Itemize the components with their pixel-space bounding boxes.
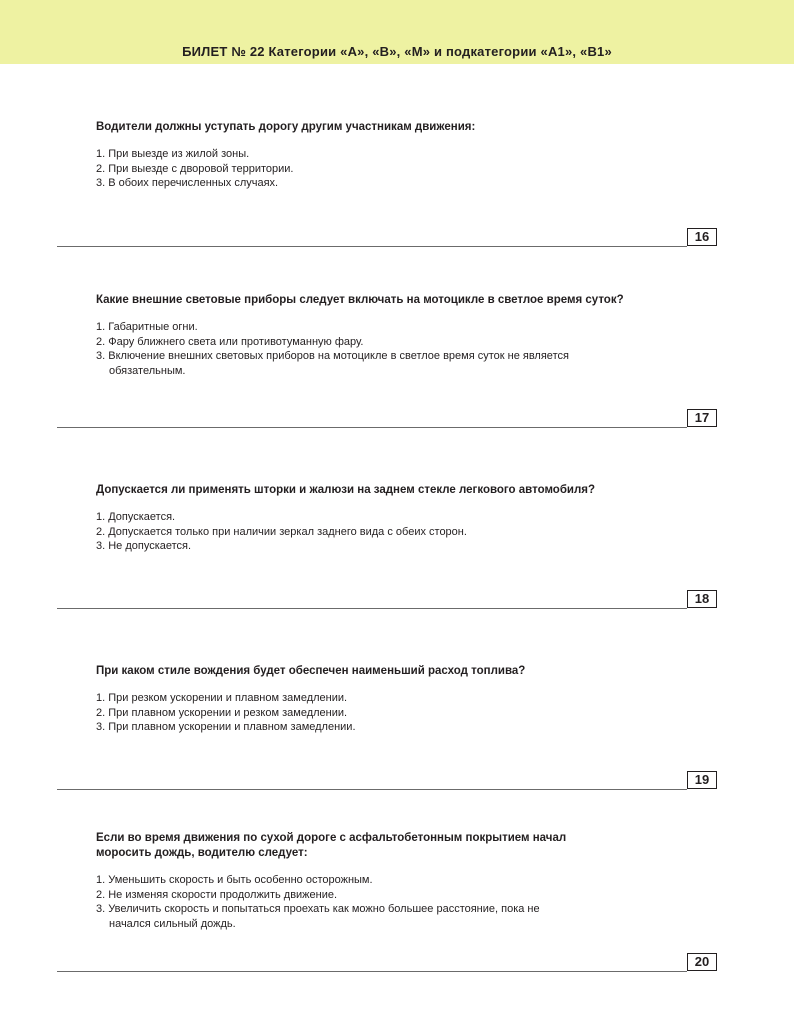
answer-option[interactable]: 1. Допускается. — [96, 511, 176, 523]
answer-list — [96, 691, 716, 735]
answer-list — [96, 510, 716, 554]
answer-option[interactable]: 1. Габаритные огни. — [96, 321, 198, 333]
ticket-title: БИЛЕТ № 22 Категории «А», «В», «М» и подкатегории «А1», «В1» — [182, 44, 612, 59]
question-16 — [96, 120, 716, 191]
answer-option[interactable]: 2. Фару ближнего света или противотуманную фару. — [96, 335, 364, 348]
answer-option[interactable]: 3. Увеличить скорость и попытаться проехать как можно большее расстояние, пока не начался сильный дождь. — [96, 903, 540, 930]
question-number-badge: 17 — [687, 409, 717, 427]
question-text: Допускается ли применять шторки и жалюзи на заднем стекле легкового автомобиля? — [96, 484, 596, 496]
question-divider — [57, 246, 687, 247]
answer-option[interactable]: 2. При плавном ускорении и резком замедлении. — [96, 706, 348, 719]
answer-option[interactable]: 3. При плавном ускорении и плавном замедлении. — [96, 721, 356, 734]
answer-option[interactable]: 1. Уменьшить скорость и быть особенно осторожным. — [96, 874, 373, 886]
question-text: Водители должны уступать дорогу другим участникам движения: — [96, 121, 476, 133]
question-19 — [96, 664, 716, 735]
question-20 — [96, 831, 716, 931]
question-17 — [96, 293, 716, 378]
answer-option[interactable]: 3. Включение внешних световых приборов на мотоцикле в светлое время суток не является обязательным. — [96, 350, 569, 377]
answer-option[interactable]: 2. Не изменяя скорости продолжить движение. — [96, 888, 338, 901]
answer-list — [96, 147, 716, 191]
question-divider — [57, 427, 687, 428]
question-number-badge: 19 — [687, 771, 717, 789]
answer-option[interactable]: 1. При выезде из жилой зоны. — [96, 148, 250, 160]
question-number-badge: 20 — [687, 953, 717, 971]
answer-option[interactable]: 3. Не допускается. — [96, 540, 192, 553]
question-text: Какие внешние световые приборы следует включать на мотоцикле в светлое время суток? — [96, 294, 624, 306]
answer-option[interactable]: 2. При выезде с дворовой территории. — [96, 162, 294, 175]
question-divider — [57, 608, 687, 609]
answer-list — [96, 873, 716, 931]
answer-option[interactable]: 1. При резком ускорении и плавном замедлении. — [96, 692, 348, 704]
question-number-badge: 18 — [687, 590, 717, 608]
answer-list — [96, 320, 716, 378]
question-text: Если во время движения по сухой дороге с асфальтобетонным покрытием начал моросить дождь, водителю следует: — [96, 832, 567, 859]
answer-option[interactable]: 3. В обоих перечисленных случаях. — [96, 177, 279, 190]
question-18 — [96, 483, 716, 554]
question-divider — [57, 971, 687, 972]
question-divider — [57, 789, 687, 790]
question-number-badge: 16 — [687, 228, 717, 246]
question-text: При каком стиле вождения будет обеспечен наименьший расход топлива? — [96, 665, 526, 677]
answer-option[interactable]: 2. Допускается только при наличии зеркал заднего вида с обеих сторон. — [96, 525, 467, 538]
